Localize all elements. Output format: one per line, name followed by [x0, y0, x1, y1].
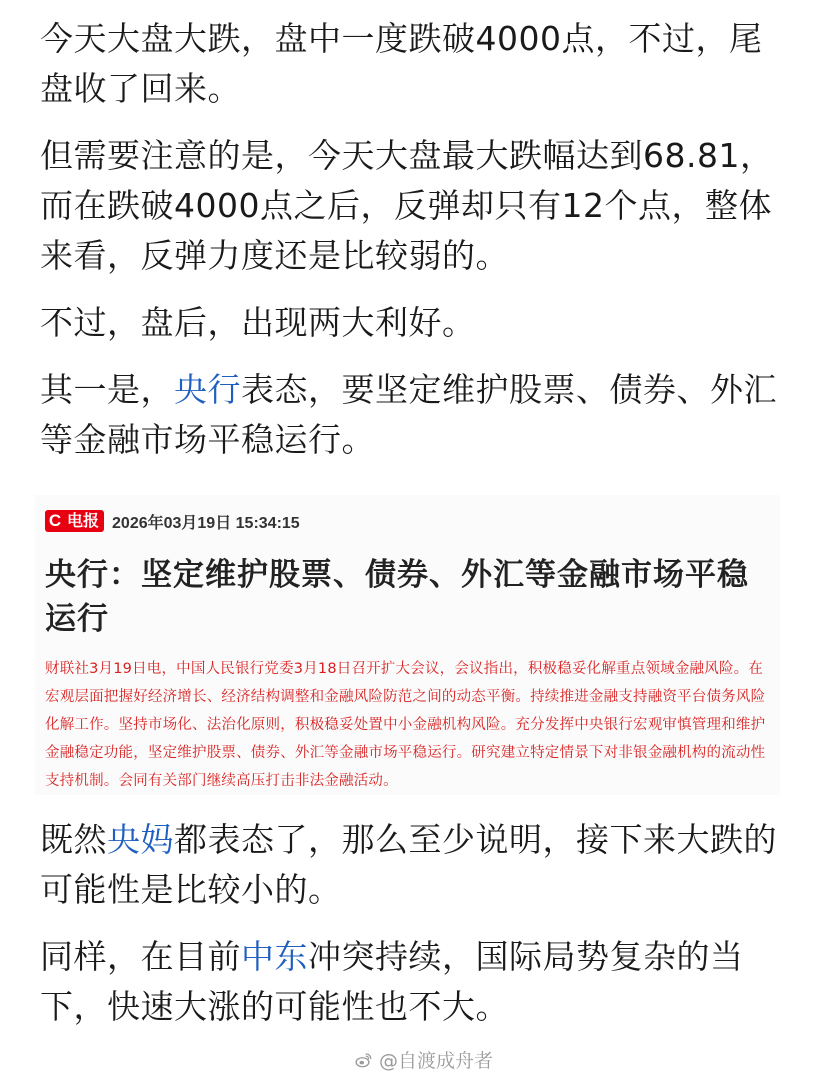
paragraph-1-text: 今天大盘大跌，盘中一度跌破4000点，不过，尾盘收了回来。	[40, 19, 763, 108]
card-datetime: 2026年03月19日 15:34:15	[112, 514, 300, 532]
paragraph-4-lead: 其一是，	[40, 370, 174, 409]
cls-telegraph-logo	[45, 509, 104, 533]
paragraph-6-rest: 冲突持续，国际局势复杂的当下，快速大涨的可能性也不大。	[40, 937, 744, 1026]
news-card-image[interactable]	[35, 495, 780, 795]
paragraph-5-rest: 都表态了，那么至少说明，接下来大跌的可能性是比较小的。	[40, 820, 777, 909]
link-central-bank[interactable]: 央行	[174, 370, 241, 409]
brand-c-mark: C	[45, 510, 65, 532]
card-body: 财联社3月19日电，中国人民银行党委3月18日召开扩大会议，会议指出，积极稳妥化解重点领域金融风险。在宏观层面把握好经济增长、经济结构调整和金融风险防范之间的动态平衡。持续推进金融支持融资平台债务风险化解工作。坚持市场化、法治化原则，积极稳妥处置中小金融机构风险。充分发挥中央银行宏观审慎管理和维护金融稳定功能，坚定维护股票、债券、外汇等金融市场平稳运行。研究建立特定情景下对非银金融机构的流动性支持机制。会同有关部门继续高压打击非法金融活动。	[45, 661, 766, 789]
paragraph-6-lead: 同样，在目前	[40, 937, 241, 976]
weibo-icon	[355, 1051, 373, 1069]
card-title: 央行：坚定维护股票、债券、外汇等金融市场平稳运行	[45, 557, 749, 637]
paragraph-2	[40, 131, 795, 281]
brand-text: 电报	[65, 510, 104, 532]
card-header	[45, 507, 768, 535]
paragraph-4	[40, 365, 795, 465]
link-middle-east[interactable]: 中东	[241, 937, 308, 976]
paragraph-3-text: 不过，盘后，出现两大利好。	[40, 303, 476, 342]
paragraph-4-rest: 表态，要坚定维护股票、债券、外汇等金融市场平稳运行。	[40, 370, 777, 459]
watermark	[355, 1046, 493, 1073]
paragraph-6	[40, 932, 795, 1032]
paragraph-1	[40, 14, 795, 114]
paragraph-5-lead: 既然	[40, 820, 107, 859]
watermark-text: @自渡成舟者	[379, 1050, 494, 1072]
paragraph-3	[40, 298, 795, 348]
article	[40, 14, 795, 1049]
paragraph-5	[40, 815, 795, 915]
link-central-bank-nickname[interactable]: 央妈	[107, 820, 174, 859]
paragraph-2-text: 但需要注意的是，今天大盘最大跌幅达到68.81，而在跌破4000点之后，反弹却只有12个点，整体来看，反弹力度还是比较弱的。	[40, 136, 774, 275]
